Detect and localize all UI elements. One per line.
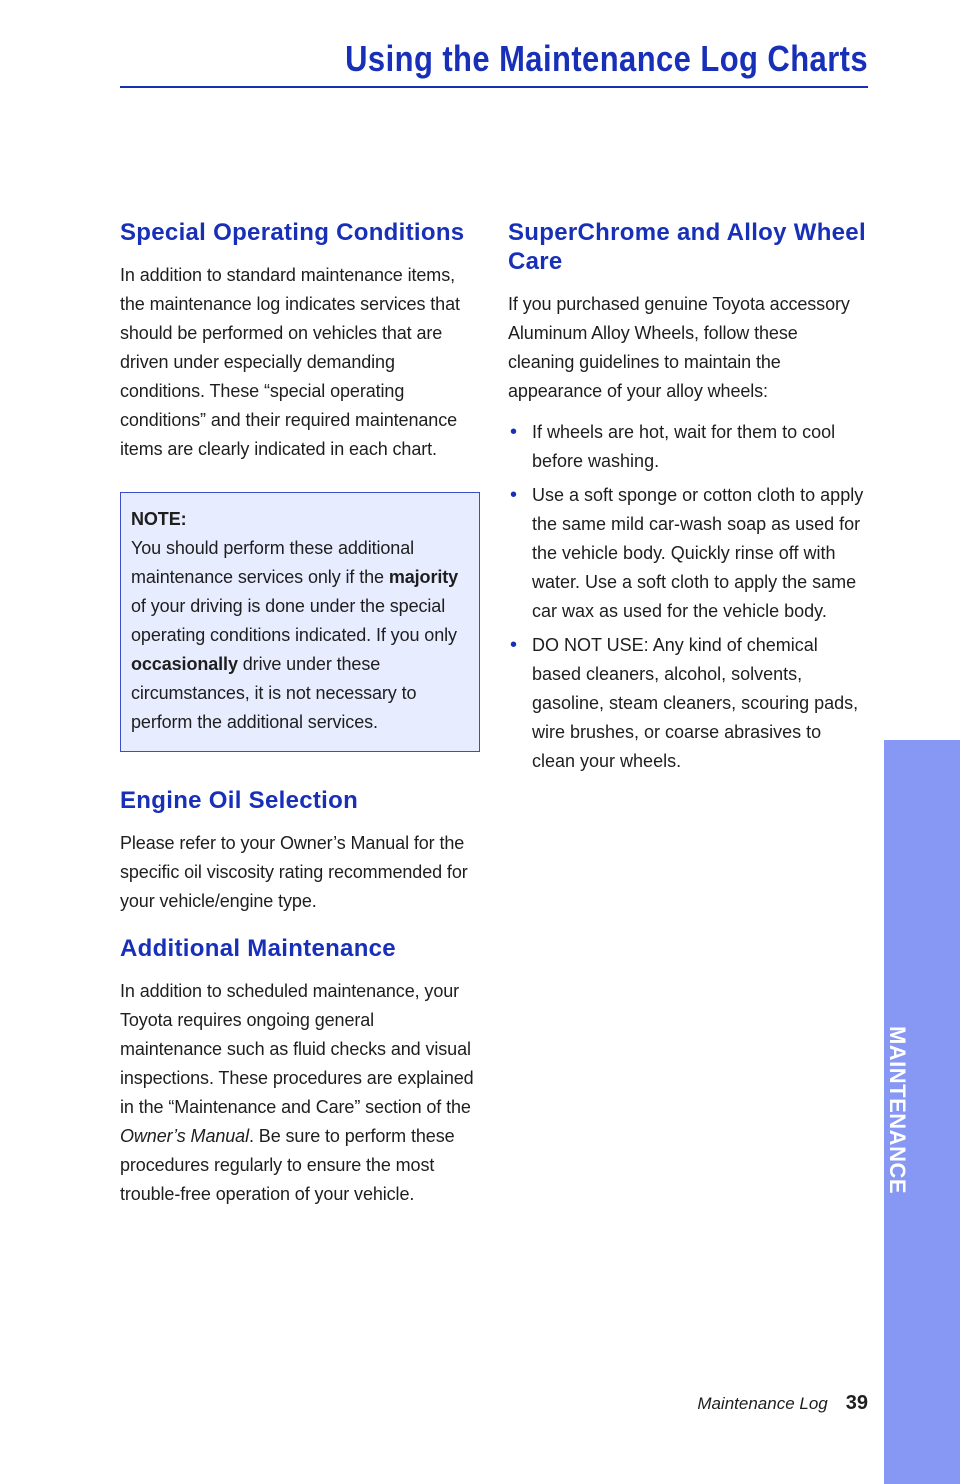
note-label: NOTE: [131, 509, 187, 529]
side-tab-label: MAINTENANCE [885, 1025, 910, 1195]
engine-oil-body: Please refer to your Owner’s Manual for the specific oil viscosity rating recommended for your vehicle/engine type. [120, 833, 468, 911]
engine-oil-section [120, 786, 480, 916]
page-title: Using the Maintenance Log Charts [345, 38, 868, 79]
additional-text-1: In addition to scheduled maintenance, your Toyota requires ongoing general maintenance such as fluid checks and visual inspections. These procedures are explained in the “Maintenance and Care” section of the [120, 981, 474, 1117]
bullet-icon: • [510, 421, 518, 443]
list-item: • DO NOT USE: Any kind of chemical based cleaners, alcohol, solvents, gasoline, steam cleaners, scouring pads, wire brushes, or coarse abrasives to clean your wheels. [508, 631, 868, 776]
list-item: • Use a soft sponge or cotton cloth to apply the same mild car-wash soap as used for the vehicle body. Quickly rinse off with water. Use a soft cloth to apply the same car wax as used for the vehicle body. [508, 481, 868, 626]
note-bold-occasionally: occasionally [131, 654, 238, 674]
owners-manual-italic: Owner’s Manual [120, 1126, 249, 1146]
additional-text-2: . Be sure to perform these procedures regularly to ensure the most trouble-free operation of your vehicle. [120, 1126, 455, 1204]
wheel-care-list [508, 418, 868, 776]
note-text-2: of your driving is done under the special operating conditions indicated. If you only [131, 596, 457, 645]
page-footer [697, 1392, 868, 1415]
note-text-1: You should perform these additional maintenance services only if the [131, 538, 415, 587]
left-column [120, 218, 480, 1209]
bullet-icon: • [510, 634, 518, 656]
special-operating-heading: Special Operating Conditions [120, 219, 465, 246]
list-item: • If wheels are hot, wait for them to cool before washing. [508, 418, 868, 476]
wheel-care-section [508, 218, 868, 776]
wheel-care-heading: SuperChrome and Alloy Wheel Care [508, 219, 866, 275]
right-column [508, 218, 868, 781]
note-bold-majority: majority [388, 567, 459, 587]
special-operating-section [120, 218, 480, 464]
footer-label: Maintenance Log [697, 1394, 828, 1413]
additional-maintenance-heading: Additional Maintenance [120, 935, 396, 962]
special-operating-body: In addition to standard maintenance items, the maintenance log indicates services that should be performed on vehicles that are driven under especially demanding conditions. These “special operating conditions” and their required maintenance items are clearly indicated in each chart. [120, 265, 460, 459]
additional-maintenance-section [120, 934, 480, 1209]
wheel-care-intro: If you purchased genuine Toyota accessory Aluminum Alloy Wheels, follow these cleaning guidelines to maintain the appearance of your alloy wheels: [508, 294, 850, 401]
bullet-icon: • [510, 484, 518, 506]
engine-oil-heading: Engine Oil Selection [120, 787, 359, 814]
note-box [120, 492, 480, 752]
page-number: 39 [845, 1392, 868, 1414]
note-text-3: drive under these circumstances, it is not necessary to perform the additional services. [131, 654, 417, 732]
additional-maintenance-body [120, 977, 480, 1209]
title-rule [120, 86, 868, 88]
